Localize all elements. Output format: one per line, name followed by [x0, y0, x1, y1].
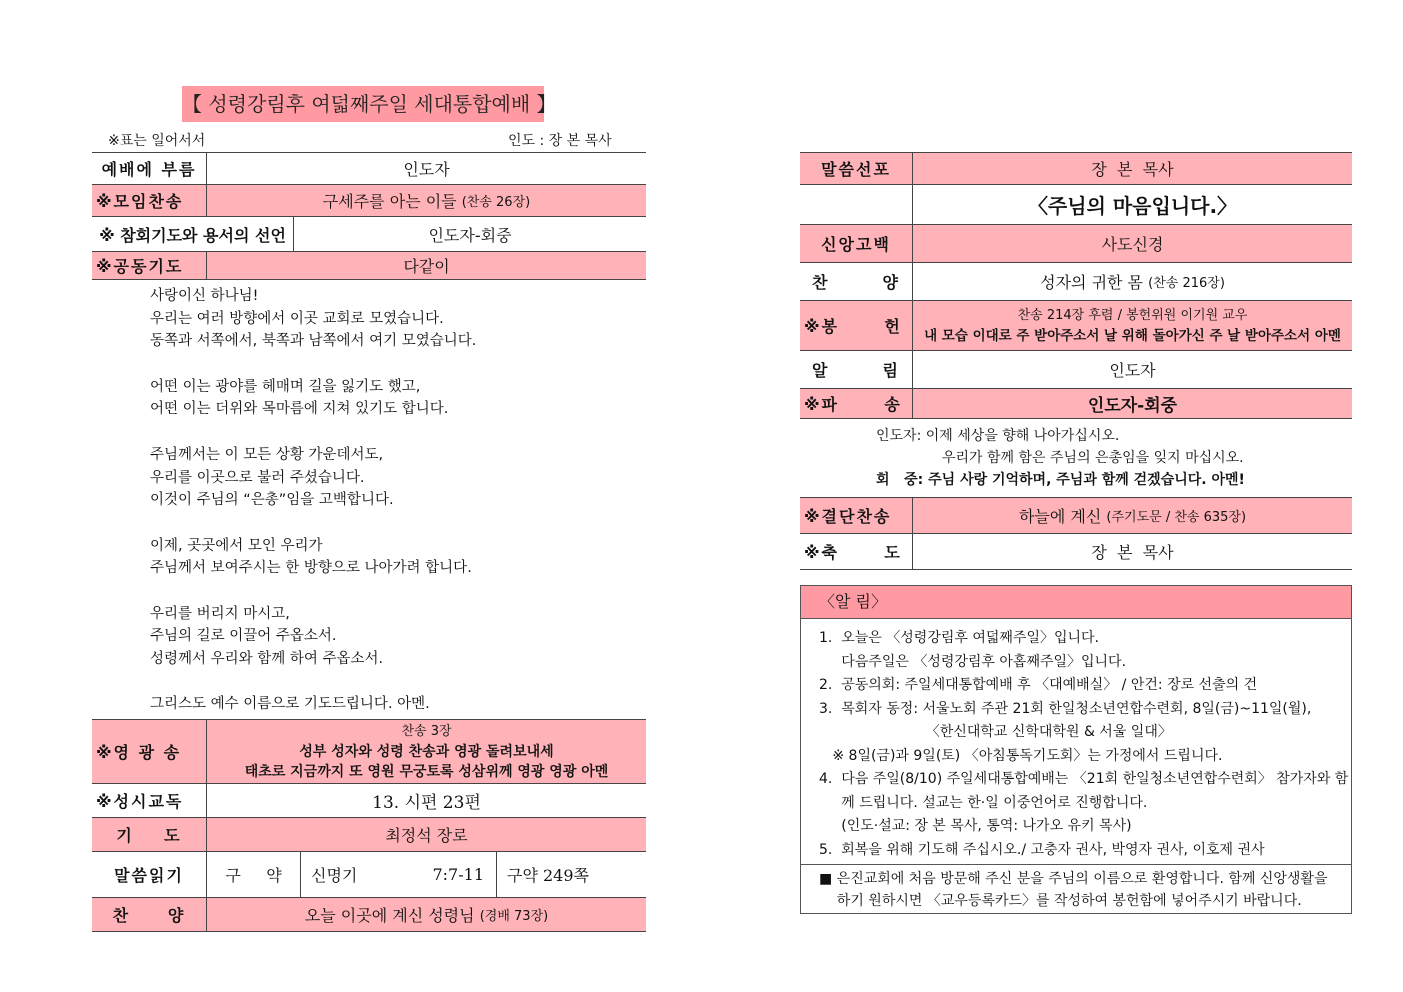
row-confession: [92, 217, 646, 252]
notice-line: 5. 회복을 위해 기도해 주십시오./ 고충자 권사, 박영자 권사, 이호제 권사: [819, 841, 1265, 858]
label-sermon: 말씀선포: [800, 153, 913, 184]
row-call-to-worship: [92, 153, 646, 185]
label-creed: 신앙고백: [800, 225, 913, 262]
label-benediction: ※축 도: [800, 534, 913, 569]
notice-line: 〈한신대학교 신학대학원 & 서울 일대〉: [819, 724, 1172, 740]
value-common-prayer: 다같이: [403, 257, 450, 276]
prayer-line: 주님의 길로 이끌어 주옵소서.: [150, 628, 337, 645]
value-closing-hymn: [913, 498, 1352, 533]
row-scripture-reading: [92, 852, 646, 898]
sending-line-2: 우리가 함께 함은 주님의 은총임을 잊지 마십시오.: [942, 450, 1244, 466]
closing-hymn-title: 하늘에 계신: [1018, 507, 1102, 526]
value-prayer: 최정석 장로: [385, 826, 468, 845]
notice-line: 1. 오늘은 〈성령강림후 여덟째주일〉입니다.: [819, 630, 1099, 646]
label-responsive-reading: ※성시교독: [92, 784, 207, 817]
notice-line: 께 드립니다. 설교는 한·일 이중언어로 진행합니다.: [819, 794, 1148, 811]
opening-hymn-title: 구세주를 아는 이들: [322, 192, 457, 211]
prayer-line: 성령께서 우리와 함께 하여 주옵소서.: [150, 651, 384, 667]
welcome-text: [819, 868, 1327, 912]
scripture-testament: 구 약: [207, 852, 301, 897]
label-prayer: 기 도: [92, 818, 207, 851]
row-benediction: [800, 534, 1352, 570]
row-sending: [800, 389, 1352, 419]
gloria-lyrics-2: 태초로 지금까지 또 영원 무궁토록 성삼위께 영광 영광 아멘: [244, 763, 609, 780]
label-offering: ※봉 헌: [800, 301, 913, 350]
common-prayer-text: [150, 285, 476, 716]
prayer-line: 우리를 버리지 마시고,: [150, 605, 290, 622]
praise-left-number: (경배 73장): [479, 909, 549, 924]
notice-line: 4. 다음 주일(8/10) 주일세대통합예배는 〈21회 한일청소년연합수련회〉 참가자와 함: [819, 771, 1349, 787]
gloria-hymn-number: 찬송 3장: [401, 723, 452, 739]
bulletin-title: 【 성령강림후 여덟째주일 세대통합예배 】: [182, 86, 544, 122]
prayer-line: 어떤 이는 광야를 헤매며 길을 잃기도 했고,: [150, 378, 421, 395]
sermon-title: 〈주님의 마음입니다.〉: [1027, 194, 1238, 218]
prayer-line: 그리스도 예수 이름으로 기도드립니다. 아멘.: [150, 696, 430, 713]
prayer-line: 동쪽과 서쪽에서, 북쪽과 남쪽에서 여기 모였습니다.: [150, 333, 477, 350]
label-praise-right: 찬 양: [800, 263, 913, 300]
label-gloria: ※영 광 송: [92, 720, 207, 783]
prayer-line: 주님께서는 이 모든 상황 가운데서도,: [150, 446, 384, 463]
praise-left-title: 오늘 이곳에 계신 성령님: [304, 906, 475, 925]
value-confession: 인도자-회중: [428, 225, 512, 245]
row-creed: [800, 225, 1352, 263]
prayer-line: 사랑이신 하나님!: [150, 288, 259, 304]
row-prayer: [92, 818, 646, 852]
leader-note: 인도 : 장 본 목사: [508, 133, 612, 149]
offering-hymn: 찬송 214장 후렴 / 봉헌위원 이기원 교우: [1017, 307, 1248, 323]
row-common-prayer: [92, 252, 646, 280]
value-gloria: [207, 720, 646, 783]
offering-lyrics: 내 모습 이대로 주 받아주소서 날 위해 돌아가신 주 날 받아주소서 아멘: [924, 327, 1341, 344]
value-praise-left: [207, 898, 646, 931]
prayer-line: [150, 421, 476, 444]
notice-line: ※ 8일(금)과 9일(토) 〈아침통독기도회〉는 가정에서 드립니다.: [819, 747, 1223, 764]
notices-box: [800, 585, 1352, 914]
prayer-line: [150, 580, 476, 603]
value-call: 인도자: [403, 160, 450, 179]
scripture-book: 신명기: [311, 866, 358, 885]
row-offering: [800, 301, 1352, 351]
prayer-line: [150, 671, 476, 694]
row-announcements: [800, 351, 1352, 389]
prayer-line: 우리를 이곳으로 불러 주셨습니다.: [150, 469, 365, 486]
label-common-prayer: ※공동기도: [92, 252, 207, 279]
value-benediction: 장 본 목사: [1091, 543, 1174, 562]
notice-line: 3. 목회자 동정: 서울노회 주관 21회 한일청소년연합수련회, 8일(금)~11일(월),: [819, 700, 1312, 717]
label-call: 예배에 부름: [92, 153, 207, 184]
row-opening-hymn: [92, 185, 646, 217]
value-sending: 인도자-회중: [1087, 396, 1178, 416]
label-opening-hymn: ※모임찬송: [92, 185, 207, 216]
prayer-line: 주님께서 보여주시는 한 방향으로 나아가려 합니다.: [150, 560, 472, 577]
gloria-lyrics-1: 성부 성자와 성령 찬송과 영광 돌려보내세: [299, 743, 554, 760]
label-announcements: 알 림: [800, 351, 913, 388]
value-announcements: 인도자: [1109, 361, 1156, 380]
notice-line: 2. 공동의회: 주일세대통합예배 후 〈대예배실〉 / 안건: 장로 선출의 건: [819, 677, 1258, 693]
standing-note: ※표는 일어서서: [108, 133, 206, 149]
label-closing-hymn: ※결단찬송: [800, 498, 913, 533]
welcome-line-2: 하기 원하시면 〈교우등록카드〉를 작성하여 봉헌함에 넣어주시기 바랍니다.: [819, 893, 1302, 909]
sending-line-1: 인도자: 이제 세상을 향해 나아가십시오.: [876, 428, 1120, 444]
row-praise-right: [800, 263, 1352, 301]
sermon-title-spacer: [800, 185, 913, 224]
scripture-verse: 7:7-11: [361, 852, 497, 897]
prayer-line: 이것이 주님의 “은총”임을 고백합니다.: [150, 492, 394, 509]
welcome-line-1: ■ 은진교회에 처음 방문해 주신 분을 주님의 이름으로 환영합니다. 함께 신앙생활을: [819, 871, 1328, 887]
praise-right-title: 성자의 귀한 몸: [1040, 273, 1144, 292]
row-sermon: [800, 153, 1352, 185]
sending-text: [876, 425, 1245, 491]
value-sermon: 장 본 목사: [1091, 160, 1174, 179]
value-opening-hymn: [207, 185, 646, 216]
row-sermon-title: [800, 185, 1352, 225]
notices-heading: 〈알 림〉: [801, 586, 1351, 619]
value-responsive-reading: 13. 시편 23편: [372, 793, 481, 813]
value-offering: [913, 301, 1352, 350]
notices-body: [801, 619, 1351, 862]
praise-right-number: (찬송 216장): [1148, 276, 1225, 291]
opening-hymn-number: (찬송 26장): [461, 195, 531, 210]
label-praise-left: 찬 양: [92, 898, 207, 931]
row-closing-hymn: [800, 498, 1352, 534]
sending-line-3: 회 중: 주님 사랑 기억하며, 주님과 함께 걷겠습니다. 아멘!: [876, 472, 1245, 488]
prayer-line: 우리는 여러 방향에서 이곳 교회로 모였습니다.: [150, 310, 444, 327]
label-confession: ※ 참회기도와 용서의 선언: [92, 217, 294, 251]
row-responsive-reading: [92, 784, 646, 818]
label-sending: ※파 송: [800, 389, 913, 418]
notice-line: (인도·설교: 장 본 목사, 통역: 나가오 유키 목사): [819, 818, 1132, 834]
notice-line: 다음주일은 〈성령강림후 아홉째주일〉입니다.: [819, 653, 1127, 670]
value-praise-right: [913, 263, 1352, 300]
prayer-line: 이제, 곳곳에서 모인 우리가: [150, 537, 323, 554]
prayer-line: [150, 512, 476, 535]
label-scripture: 말씀읽기: [92, 852, 207, 897]
closing-hymn-number: (주기도문 / 찬송 635장): [1106, 510, 1247, 525]
row-praise-left: [92, 898, 646, 932]
value-creed: 사도신경: [1101, 235, 1164, 254]
row-gloria: [92, 720, 646, 784]
prayer-line: 어떤 이는 더위와 목마름에 지쳐 있기도 합니다.: [150, 401, 449, 418]
scripture-page: 구약 249쪽: [507, 866, 589, 885]
prayer-line: [150, 353, 476, 376]
welcome-divider: [801, 864, 1351, 865]
